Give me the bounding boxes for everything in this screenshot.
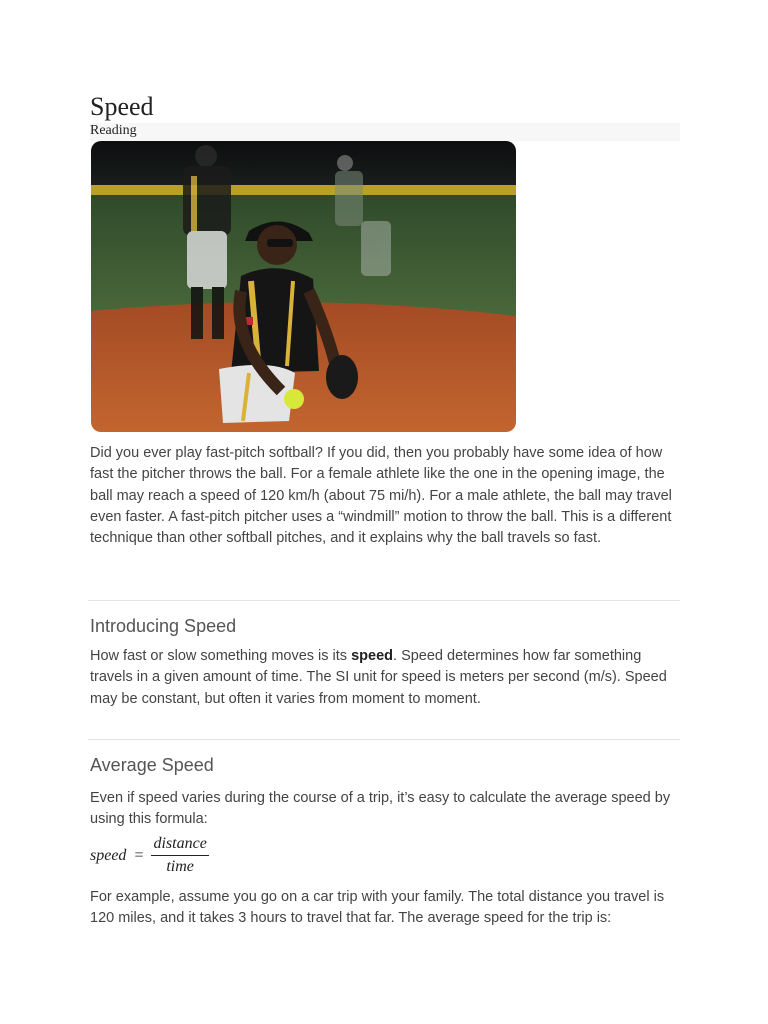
introducing-speed-paragraph: How fast or slow something moves is its speed. Speed determines how far something travels in a given amount of time. The SI unit for speed is meters per second (m/s). Speed may be constant, but often it varies from moment to moment. (90, 648, 667, 707)
formula-numerator: distance (151, 835, 208, 856)
softball-pitcher-photo (91, 141, 516, 432)
formula-denominator: time (166, 858, 194, 875)
speed-term: speed (351, 648, 394, 664)
section-divider (88, 600, 680, 601)
introducing-speed-heading: Introducing Speed (90, 616, 237, 636)
formula-equals: = (134, 846, 144, 864)
average-speed-paragraph: Even if speed varies during the course of a trip, it’s easy to calculate the average speed by using this formula: (90, 790, 671, 828)
section-divider (88, 739, 680, 740)
intro-paragraph: Did you ever play fast-pitch softball? If you did, then you probably have some idea of how fast the pitcher throws the ball. For a female athlete like the one in the opening image, the ball may reach a speed of 120 km/h (about 75 mi/h). For a male athlete, the ball may travel even faster. A fast-pitch pitcher uses a “windmill” motion to throw the ball. This is a different technique than other softball pitches, and it explains why the ball travels so fast. (90, 445, 672, 547)
page-title: Speed (90, 92, 154, 121)
subtitle-bar (90, 123, 680, 141)
average-speed-heading: Average Speed (90, 755, 214, 775)
formula-lhs: speed (90, 846, 127, 864)
page-subtitle: Reading (90, 123, 137, 138)
speed-formula (90, 835, 209, 876)
example-paragraph: For example, assume you go on a car trip with your family. The total distance you travel is 120 miles, and it takes 3 hours to travel that far. The average speed for the trip is: (90, 889, 665, 927)
formula-fraction (151, 835, 208, 876)
